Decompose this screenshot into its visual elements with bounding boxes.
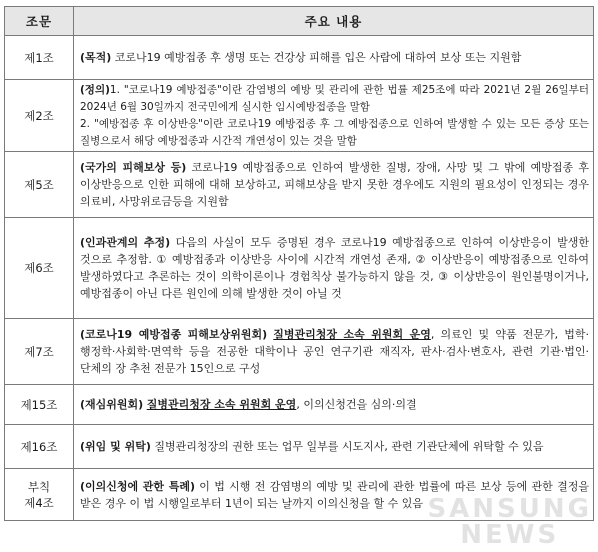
header-content: 주요 내용 [74, 7, 594, 36]
article-heading: (국가의 피해보상 등) [80, 161, 187, 174]
article-number: 부칙 제4조 [5, 469, 74, 521]
article-text: 질병관리청장의 권한 또는 업무 일부를 시도지사, 관련 기관단체에 위탁할 수 있음 [150, 440, 544, 453]
article-number: 제6조 [5, 218, 74, 319]
article-text: 이 법 시행 전 감염병의 예방 및 관리에 관한 법률에 따른 보상 등에 관한 결정을 받은 경우 이 법 시행일로부터 1년이 되는 날까지 이의신청을 할 수 있음 [80, 479, 589, 510]
underlined-phrase: 질병관리청장 소속 위원회 운영 [273, 328, 431, 341]
law-summary-table [4, 6, 594, 524]
article-content [74, 385, 594, 425]
table-row [5, 80, 594, 152]
article-number: 제7조 [5, 319, 74, 385]
header-article: 조문 [5, 7, 74, 36]
table-row [5, 319, 594, 385]
table-row [5, 36, 594, 80]
table-header-row [5, 7, 594, 36]
article-heading: (이의신청에 관한 특례) [80, 479, 195, 493]
article-number: 제5조 [5, 152, 74, 218]
table-row [5, 425, 594, 469]
article-content [74, 319, 594, 385]
article-number: 제16조 [5, 425, 74, 469]
article-text: 1. "코로나19 예방접종"이란 감염병의 예방 및 관리에 관한 법률 제25조에 따라 2021년 2월 26일부터 2024년 6월 30일까지 전국민에게 실시한 임시예방접종을 말함 [80, 83, 589, 113]
article-heading: (코로나19 예방접종 피해보상위원회) [80, 328, 268, 341]
underlined-phrase: 질병관리청장 소속 위원회 운영 [146, 398, 297, 411]
watermark-line1: SANSUNG [427, 494, 592, 524]
article-heading: (위임 및 위탁) [80, 440, 151, 453]
article-number: 제1조 [5, 36, 74, 80]
article-content [74, 218, 594, 319]
table-row [5, 385, 594, 425]
article-text: 코로나19 예방접종으로 인하여 발생한 질병, 장애, 사망 및 그 밖에 예방접종 후 이상반응으로 인한 피해에 대해 보상하고, 피해보상을 받지 못한 경우에도 지원의 필요성이 인정되는 경우 의료비, 사망위로금등을 지원함 [80, 161, 589, 208]
article-text: , 이의신청건을 심의·의결 [296, 398, 417, 411]
table-row [5, 218, 594, 319]
definition-2: 2. "예방접종 후 이상반응"이란 코로나19 예방접종 후 그 예방접종으로 인하여 발생할 수 있는 모든 증상 또는 질병으로서 해당 예방접종과 시간적 개연성이 있는 것을 말함 [80, 117, 589, 147]
article-content [74, 425, 594, 469]
news-watermark-logo [427, 496, 592, 548]
article-heading: (재심위원회) [80, 398, 144, 411]
article-content [74, 36, 594, 80]
article-text: 코로나19 예방접종 후 생명 또는 건강상 피해를 입은 사람에 대하여 보상 또는 지원함 [111, 51, 522, 64]
article-heading: (정의) [80, 83, 110, 96]
watermark-line2: NEWS [460, 520, 560, 550]
article-number: 제2조 [5, 80, 74, 152]
article-content [74, 80, 594, 152]
article-heading: (목적) [80, 51, 112, 64]
definition-1 [80, 82, 589, 116]
article-content [74, 152, 594, 218]
table-row [5, 152, 594, 218]
article-text: , 의료인 및 약품 전문가, 법학·행정학·사회학·면역학 등을 전공한 대학이나 공인 연구기관 재직자, 판사·검사·변호사, 관련 기관·법인·단체의 장 추천 전문가 15인으로 구성 [80, 328, 589, 375]
article-number: 제15조 [5, 385, 74, 425]
article-text: 다음의 사실이 모두 증명된 경우 코로나19 예방접종으로 인하여 이상반응이 발생한 것으로 추정함. ① 예방접종과 이상반응 사이에 시간적 개연성 존재, ② 이상반응이 예방접종으로 인하여 발생하였다고 추론하는 것이 의학이론이나 경험칙상 불가능하지 않을 것, ③ 이상반응이 원인불명이거나, 예방접종이 아닌 다른 원인에 의해 발생한 것이 아닐 것 [80, 236, 589, 300]
article-heading: (인과관계의 추정) [80, 236, 171, 249]
